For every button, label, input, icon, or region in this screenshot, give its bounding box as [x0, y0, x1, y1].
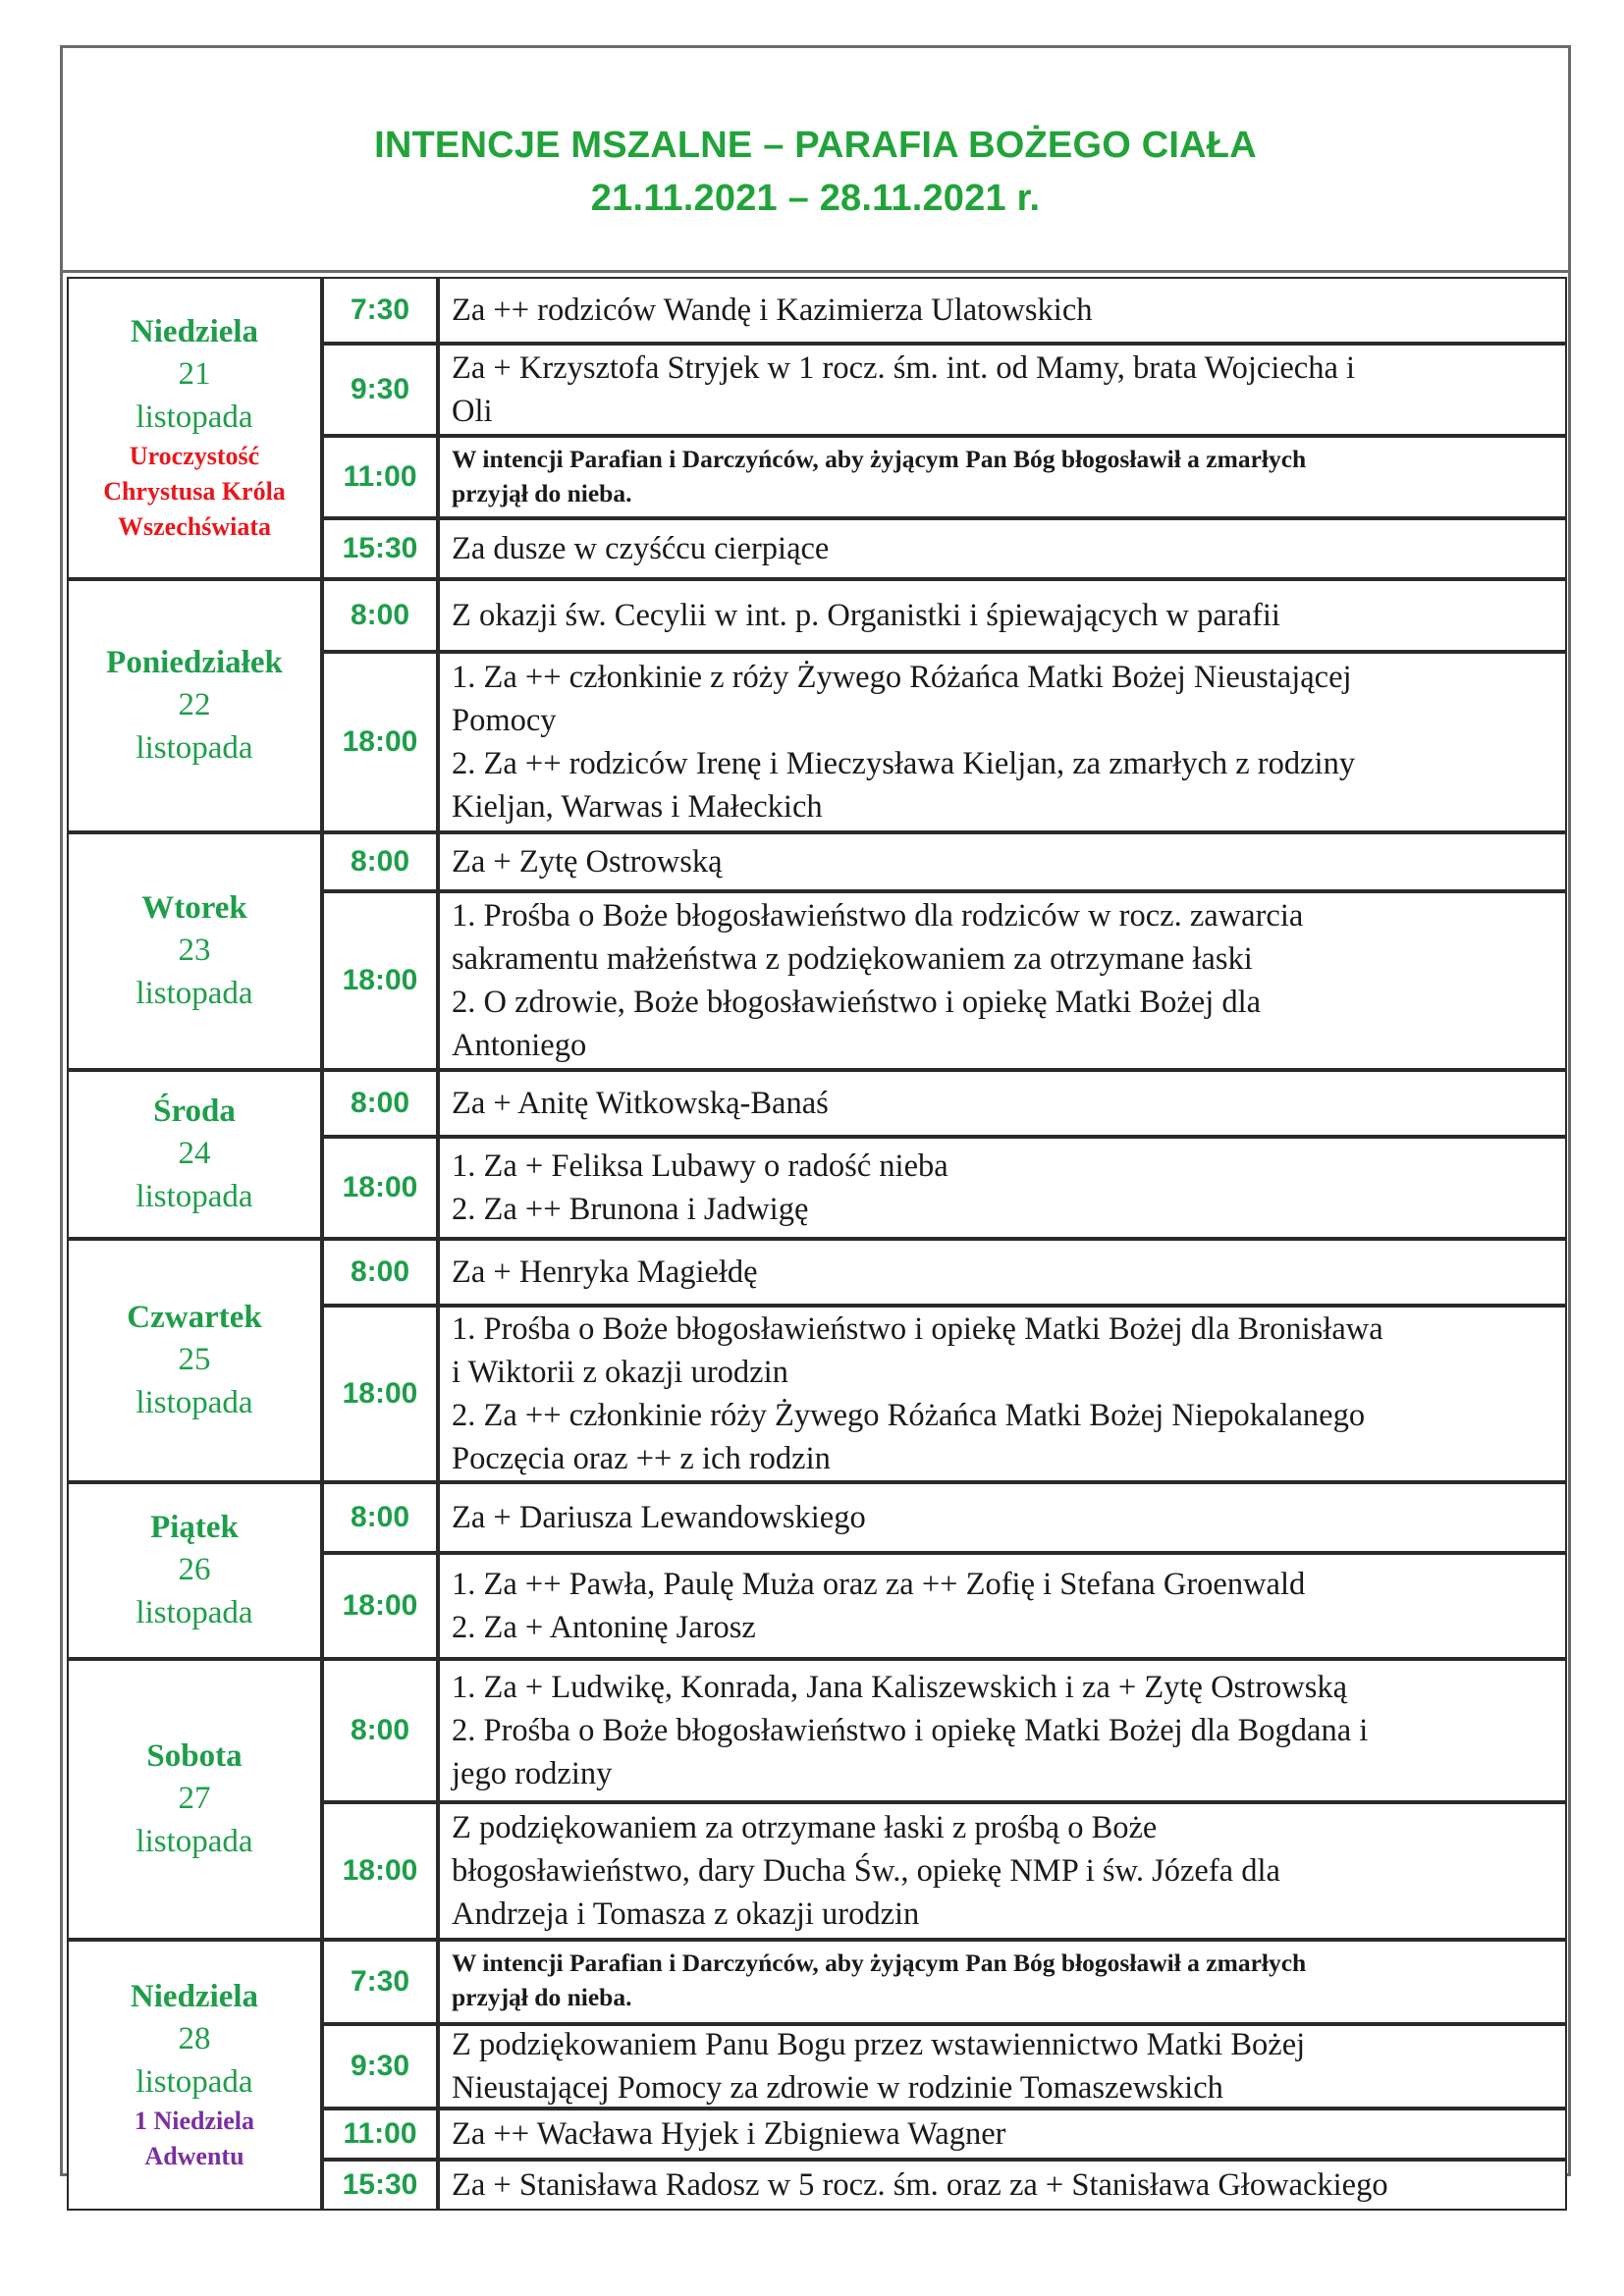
mass-intention [438, 832, 1567, 891]
day-number: 21 [178, 356, 211, 392]
mass-intention [438, 891, 1567, 1070]
mass-time: 8:00 [322, 1239, 438, 1306]
mass-time: 15:30 [322, 2160, 438, 2211]
festivity-label: 1 Niedziela Adwentu [134, 2107, 255, 2170]
mass-intention [438, 436, 1567, 518]
intention-line: 1. Prośba o Boże błogosławieństwo dla rodziców w rocz. zawarcia [452, 898, 1304, 934]
intention-line: 1. Za ++ członkinie z róży Żywego Różańca Matki Bożej Nieustającej [452, 660, 1352, 695]
intention-line: Z okazji św. Cecylii w int. p. Organistki i śpiewających w parafii [452, 598, 1280, 633]
mass-time: 9:30 [322, 2024, 438, 2109]
mass-intention [438, 1137, 1567, 1239]
day-month: listopada [135, 976, 253, 1011]
mass-time: 8:00 [322, 1070, 438, 1137]
intention-line: przyjął do nieba. [452, 479, 632, 507]
mass-intention [438, 652, 1567, 832]
intention-line: 2. Za ++ członkinie róży Żywego Różańca Matki Bożej Niepokalanego [452, 1398, 1366, 1433]
intention-line: jego rodziny [452, 1756, 613, 1791]
intention-line: Antoniego [452, 1028, 587, 1063]
day-cell [67, 1070, 322, 1239]
intention-line: 1. Prośba o Boże błogosławieństwo i opiekę Matki Bożej dla Bronisława [452, 1311, 1383, 1347]
intention-line: Za + Anitę Witkowską-Banaś [452, 1086, 829, 1121]
day-name: Sobota [146, 1738, 243, 1774]
mass-intention [438, 344, 1567, 436]
mass-intention [438, 1239, 1567, 1306]
mass-intention [438, 1940, 1567, 2024]
mass-time: 18:00 [322, 1802, 438, 1940]
mass-intention [438, 2160, 1567, 2211]
day-cell [67, 1239, 322, 1482]
day-cell [67, 1659, 322, 1940]
intention-line: Z podziękowaniem Panu Bogu przez wstawiennictwo Matki Bożej [452, 2027, 1306, 2062]
intention-line: Za + Krzysztofa Stryjek w 1 rocz. śm. int. od Mamy, brata Wojciecha i [452, 350, 1356, 386]
intention-line: Kieljan, Warwas i Małeckich [452, 789, 823, 825]
intention-line: 2. Za + Antoninę Jarosz [452, 1610, 756, 1645]
mass-time: 8:00 [322, 579, 438, 652]
festivity-label: Uroczystość Chrystusa Króla Wszechświata [103, 442, 286, 541]
day-number: 25 [178, 1342, 211, 1377]
mass-time: 8:00 [322, 1659, 438, 1802]
mass-intention [438, 1659, 1567, 1802]
intention-line: 1. Za ++ Pawła, Paulę Muża oraz za ++ Zofię i Stefana Groenwald [452, 1567, 1306, 1602]
intention-line: 2. Za ++ rodziców Irenę i Mieczysława Kieljan, za zmarłych z rodziny [452, 746, 1356, 781]
mass-time: 11:00 [322, 2109, 438, 2160]
mass-intention [438, 1553, 1567, 1659]
intention-line: przyjął do nieba. [452, 1983, 632, 2011]
intention-line: Oli [452, 394, 493, 429]
mass-intention [438, 2109, 1567, 2160]
day-month: listopada [135, 400, 253, 435]
day-number: 26 [178, 1552, 211, 1587]
day-name: Czwartek [127, 1300, 262, 1335]
day-cell [67, 277, 322, 579]
intention-line: sakramentu małżeństwa z podziękowaniem za otrzymane łaski [452, 941, 1253, 977]
mass-time: 18:00 [322, 652, 438, 832]
mass-time: 7:30 [322, 1940, 438, 2024]
day-name: Środa [153, 1094, 236, 1129]
intention-line: Za ++ Wacława Hyjek i Zbigniewa Wagner [452, 2116, 1006, 2152]
mass-time: 18:00 [322, 1306, 438, 1482]
mass-intention [438, 1070, 1567, 1137]
intention-line: 2. O zdrowie, Boże błogosławieństwo i opiekę Matki Bożej dla [452, 985, 1262, 1020]
intention-line: W intencji Parafian i Darczyńców, aby żyjącym Pan Bóg błogosławił a zmarłych [452, 1949, 1307, 1977]
day-month: listopada [135, 1179, 253, 1214]
mass-time: 18:00 [322, 891, 438, 1070]
day-number: 24 [178, 1136, 211, 1171]
mass-time: 7:30 [322, 277, 438, 344]
intention-line: Za ++ rodziców Wandę i Kazimierza Ulatowskich [452, 293, 1093, 328]
intention-line: 2. Prośba o Boże błogosławieństwo i opiekę Matki Bożej dla Bogdana i [452, 1713, 1369, 1748]
mass-time: 11:00 [322, 436, 438, 518]
intention-line: 1. Za + Feliksa Lubawy o radość nieba [452, 1148, 948, 1184]
mass-intention [438, 1482, 1567, 1553]
document-title: INTENCJE MSZALNE – PARAFIA BOŻEGO CIAŁA [374, 124, 1257, 166]
intention-line: 1. Za + Ludwikę, Konrada, Jana Kaliszewskich i za + Zytę Ostrowską [452, 1670, 1348, 1705]
intention-line: Z podziękowaniem za otrzymane łaski z prośbą o Boże [452, 1810, 1158, 1845]
day-name: Wtorek [141, 890, 247, 926]
mass-intention [438, 518, 1567, 579]
mass-intention [438, 1802, 1567, 1940]
mass-intention [438, 579, 1567, 652]
day-cell [67, 579, 322, 832]
day-number: 22 [178, 687, 211, 722]
day-month: listopada [135, 730, 253, 766]
intention-line: Nieustającej Pomocy za zdrowie w rodzinie Tomaszewskich [452, 2070, 1223, 2106]
day-month: listopada [135, 1385, 253, 1420]
day-month: listopada [135, 1595, 253, 1630]
mass-time: 18:00 [322, 1137, 438, 1239]
intention-line: Za + Stanisława Radosz w 5 rocz. śm. oraz za + Stanisława Głowackiego [452, 2167, 1388, 2203]
day-number: 28 [178, 2021, 211, 2056]
mass-intention [438, 2024, 1567, 2109]
intention-line: Pomocy [452, 703, 557, 738]
day-number: 23 [178, 933, 211, 968]
day-name: Piątek [150, 1510, 239, 1545]
date-range: 21.11.2021 – 28.11.2021 r. [590, 177, 1041, 219]
day-name: Poniedziałek [106, 645, 283, 680]
mass-time: 8:00 [322, 832, 438, 891]
intention-line: Za + Henryka Magiełdę [452, 1255, 758, 1290]
day-cell [67, 1482, 322, 1659]
intention-line: Andrzeja i Tomasza z okazji urodzin [452, 1896, 920, 1932]
intention-line: i Wiktorii z okazji urodzin [452, 1355, 788, 1390]
intention-line: Za + Dariusza Lewandowskiego [452, 1500, 866, 1535]
day-month: listopada [135, 1824, 253, 1859]
day-name: Niedziela [130, 1979, 259, 2014]
day-month: listopada [135, 2064, 253, 2100]
mass-time: 15:30 [322, 518, 438, 579]
mass-time: 8:00 [322, 1482, 438, 1553]
intention-line: 2. Za ++ Brunona i Jadwigę [452, 1192, 809, 1227]
intention-line: błogosławieństwo, dary Ducha Św., opiekę NMP i św. Józefa dla [452, 1853, 1280, 1889]
intention-line: Za dusze w czyśćcu cierpiące [452, 531, 830, 566]
day-name: Niedziela [130, 314, 259, 349]
day-cell [67, 832, 322, 1070]
document-header [60, 45, 1571, 273]
day-cell [67, 1940, 322, 2211]
mass-intention [438, 277, 1567, 344]
day-number: 27 [178, 1781, 211, 1816]
intention-line: Za + Zytę Ostrowską [452, 844, 723, 880]
mass-time: 18:00 [322, 1553, 438, 1659]
mass-intention [438, 1306, 1567, 1482]
intention-line: Poczęcia oraz ++ z ich rodzin [452, 1441, 831, 1476]
mass-time: 9:30 [322, 344, 438, 436]
intention-line: W intencji Parafian i Darczyńców, aby żyjącym Pan Bóg błogosławił a zmarłych [452, 445, 1307, 473]
